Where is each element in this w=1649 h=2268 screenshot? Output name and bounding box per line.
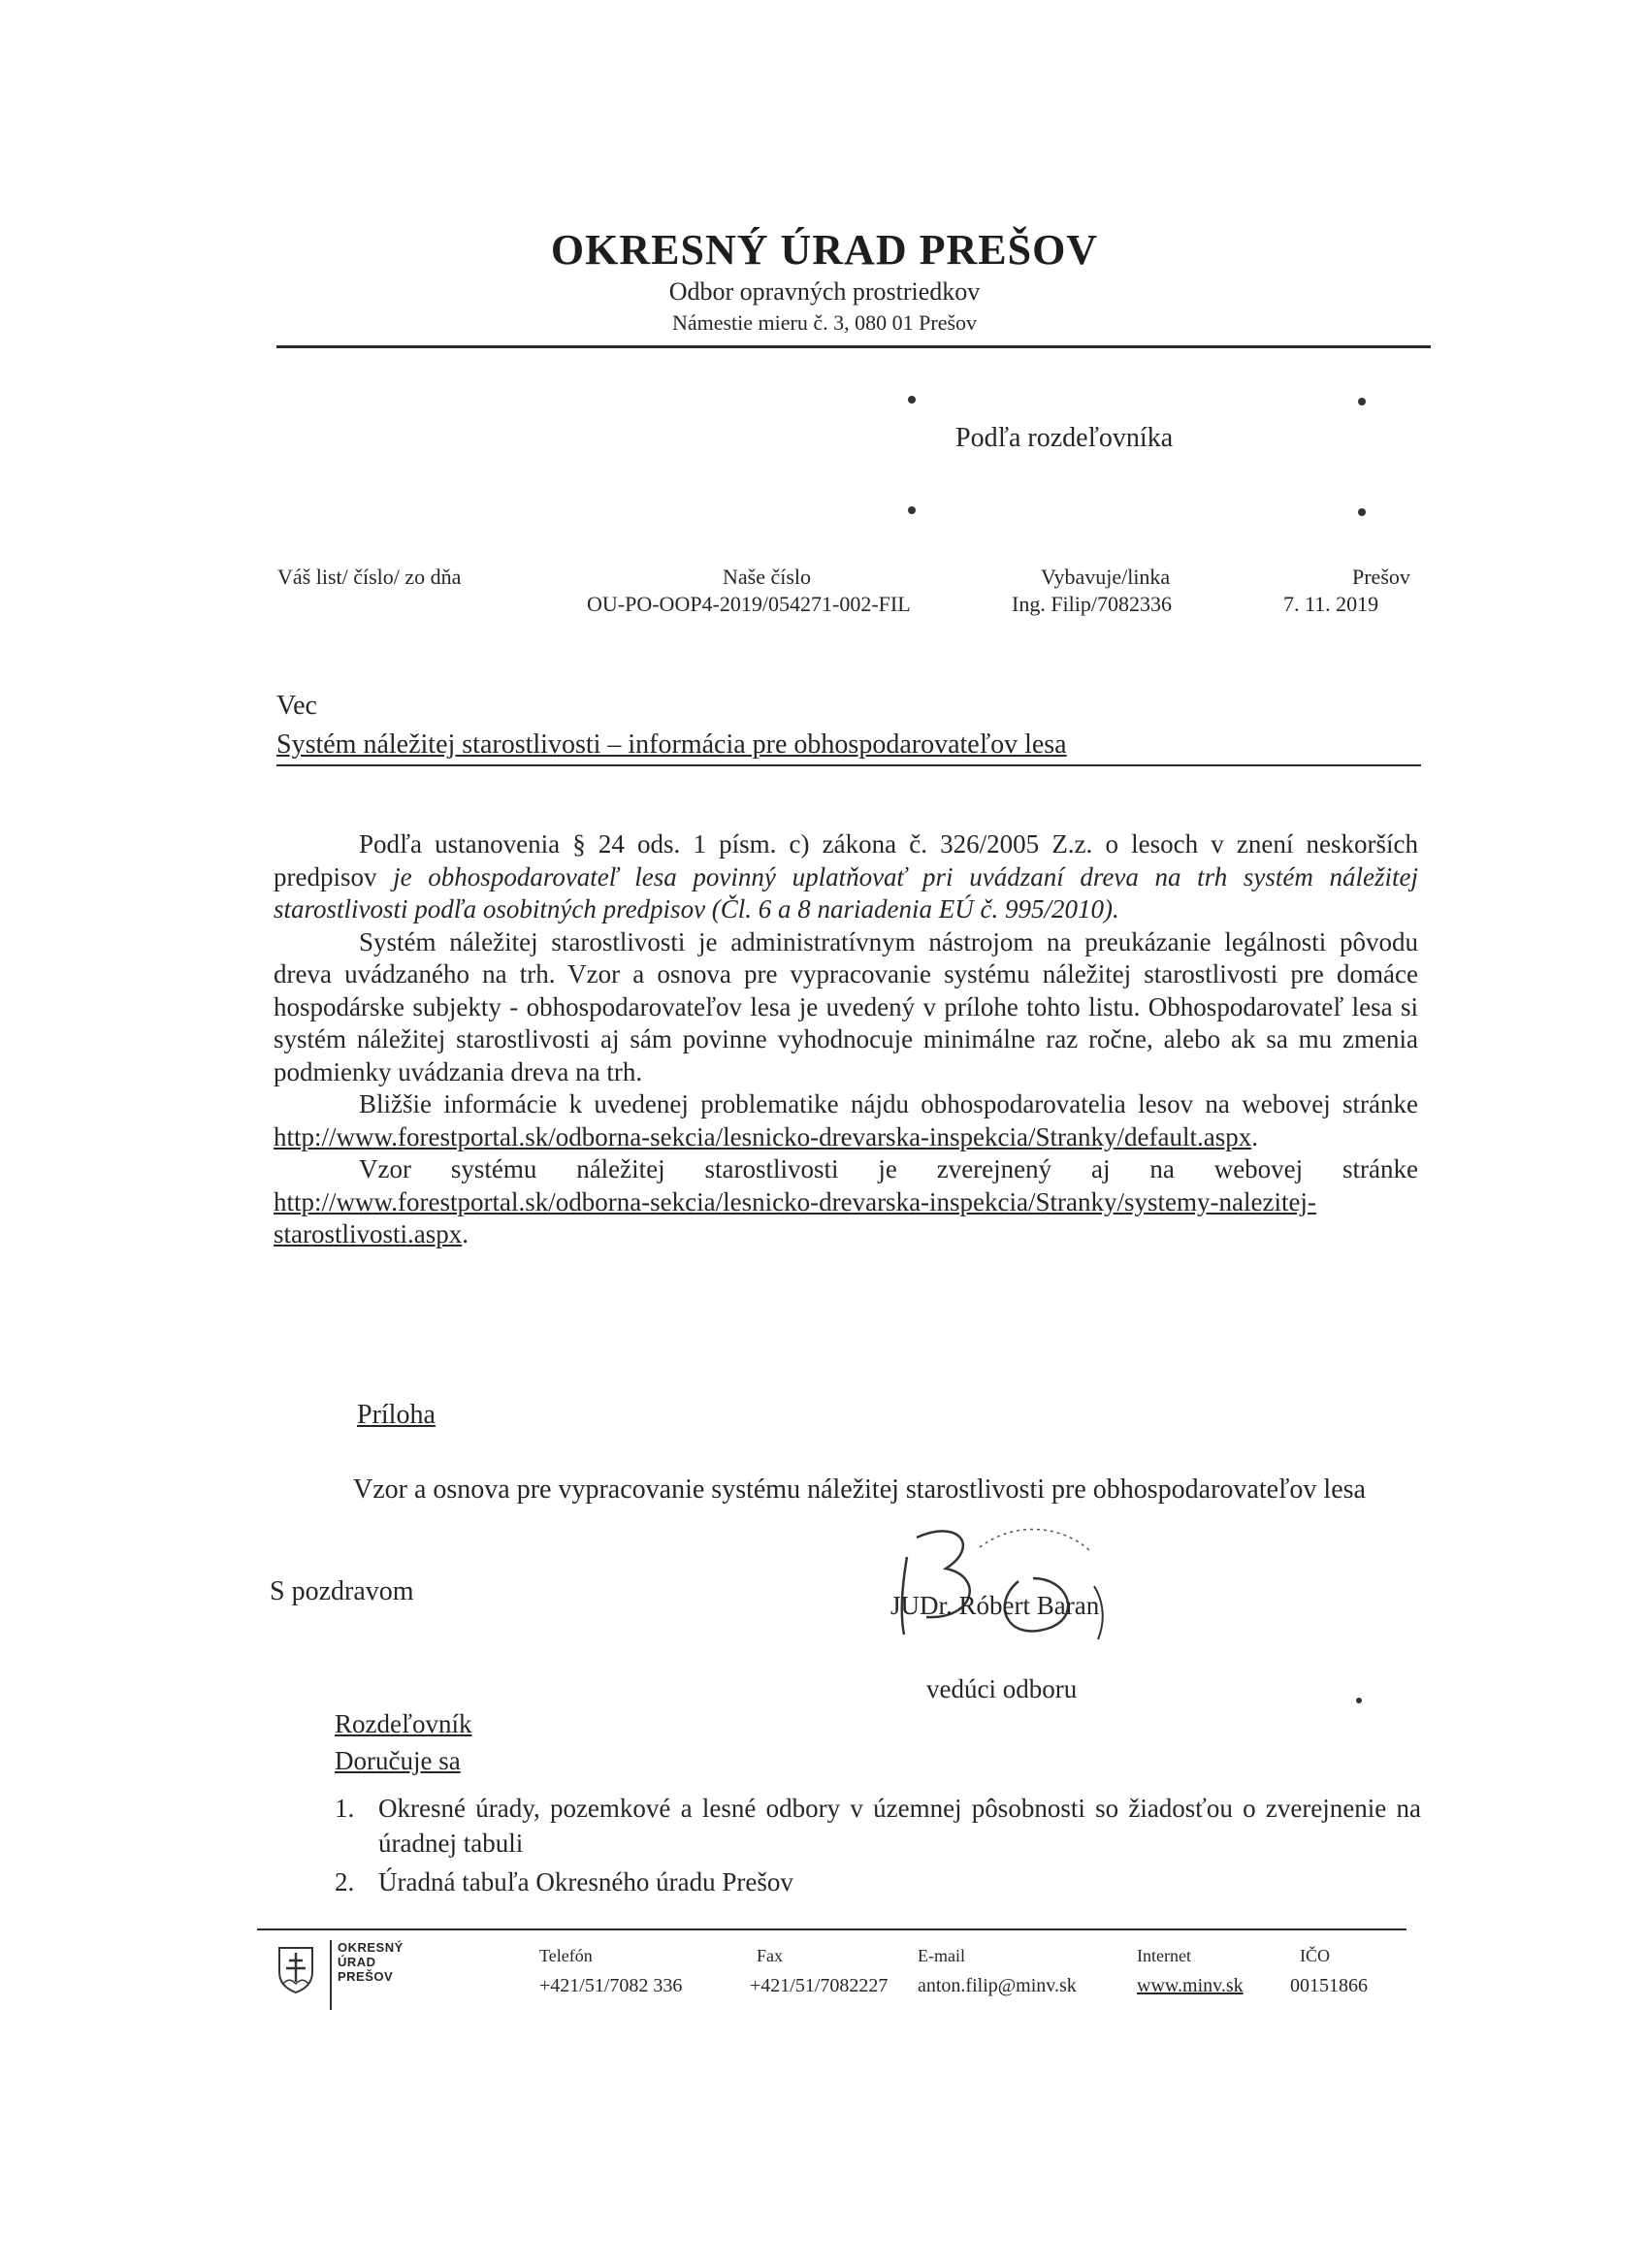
footer-logo-text — [338, 1940, 404, 1984]
recipient: Podľa rozdeľovníka — [955, 423, 1174, 453]
paragraph-lead: Bližšie informácie k uvedenej problematike nájdu obhospodarovatelia lesov na webovej stránke — [359, 1089, 1418, 1118]
your-letter-label: Váš list/ číslo/ zo dňa — [277, 565, 462, 589]
signer-role: vedúci odboru — [926, 1674, 1078, 1703]
greeting: S pozdravom — [270, 1576, 414, 1606]
office-address: Námestie mieru č. 3, 080 01 Prešov — [671, 310, 978, 335]
logo-line: PREŠOV — [338, 1969, 394, 1984]
internet-label: Internet — [1137, 1946, 1191, 1965]
office-title: OKRESNÝ ÚRAD PREŠOV — [550, 226, 1099, 274]
paragraph-end: . — [1251, 1121, 1258, 1151]
ico: 00151866 — [1290, 1975, 1368, 1996]
letter-body — [274, 828, 1418, 1251]
window-mark-dot — [1358, 508, 1366, 516]
footer-divider — [330, 1940, 332, 2010]
email-label: E-mail — [918, 1946, 965, 1965]
date: 7. 11. 2019 — [1283, 592, 1379, 616]
paragraph-info — [274, 1088, 1418, 1153]
list-number: 2. — [335, 1867, 355, 1896]
list-item — [335, 1864, 1421, 1899]
phone-label: Telefón — [539, 1946, 593, 1965]
fax: +421/51/7082227 — [750, 1975, 889, 1996]
phone: +421/51/7082 336 — [539, 1975, 683, 1996]
window-mark-dot — [1358, 398, 1366, 405]
coat-of-arms-icon — [276, 1945, 315, 1993]
signature — [873, 1508, 1164, 1644]
list-text: Okresné úrady, pozemkové a lesné odbory v územnej pôsobnosti so žiadosťou o zverejnenie na úradnej tabuli — [378, 1794, 1421, 1858]
template-link[interactable]: http://www.forestportal.sk/odborna-sekcia/lesnicko-drevarska-inspekcia/Stranky/systemy-nalezitej-starostlivosti.aspx — [274, 1186, 1316, 1248]
subject-label: Vec — [276, 691, 317, 721]
forestportal-link[interactable]: http://www.forestportal.sk/odborna-sekcia/lesnicko-drevarska-inspekcia/Stranky/default.aspx — [274, 1121, 1252, 1151]
signer-name: JUDr. Róbert Baran — [890, 1591, 1100, 1620]
subject-rule — [276, 764, 1421, 766]
window-mark-dot — [908, 396, 916, 404]
paragraph-italic: je obhospodarovateľ lesa povinný uplatňovať pri uvádzaní dreva na trh systém náležitej starostlivosti podľa osobitných predpisov (Čl. 6 a 8 nariadenia EÚ č. 995/2010). — [274, 861, 1418, 923]
header-rule — [276, 345, 1431, 348]
paragraph-lead: Podľa ustanovenia § 24 ods. 1 písm. c) zákona č. 326/2005 Z.z. o lesoch v znení neskorších predpisov — [274, 829, 1418, 891]
attachment-label: Príloha — [357, 1400, 436, 1430]
handled-by-label: Vybavuje/linka — [1041, 565, 1171, 589]
place: Prešov — [1352, 565, 1410, 589]
fax-label: Fax — [757, 1946, 783, 1965]
logo-line: OKRESNÝ — [338, 1940, 404, 1955]
mark-dot — [1356, 1698, 1362, 1703]
subject-text: Systém náležitej starostlivosti – informácia pre obhospodarovateľov lesa — [276, 729, 1067, 760]
office-department: Odbor opravných prostriedkov — [668, 277, 981, 306]
list-number: 1. — [335, 1794, 355, 1823]
window-mark-dot — [908, 506, 916, 514]
paragraph-system: Systém náležitej starostlivosti je administratívnym nástrojom na preukázanie legálnosti pôvodu dreva uvádzaného na trh. Vzor a osnova pre vypracovanie systému náležitej starostlivosti pre domáce hospodárske subjekty - obhospodarovateľov lesa je uvedený v prílohe tohto listu. Obhospodarovateľ lesa si systém náležitej starostlivosti aj sám povinne vyhodnocuje minimálne raz ročne, alebo ak sa mu zmenia podmienky uvádzania dreva na trh. — [274, 926, 1418, 1086]
email[interactable]: anton.filip@minv.sk — [918, 1975, 1077, 1996]
our-number: OU-PO-OOP4-2019/054271-002-FIL — [587, 592, 911, 616]
list-item — [335, 1791, 1421, 1861]
distribution-label: Rozdeľovník — [335, 1709, 472, 1738]
internet[interactable]: www.minv.sk — [1137, 1975, 1244, 1996]
footer-rule — [257, 1928, 1406, 1930]
ico-label: IČO — [1300, 1946, 1330, 1965]
logo-line: ÚRAD — [338, 1955, 376, 1969]
paragraph-legal-basis — [274, 828, 1418, 926]
attachment-text: Vzor a osnova pre vypracovanie systému náležitej starostlivosti pre obhospodarovateľov lesa — [353, 1474, 1366, 1505]
paragraph-end: . — [462, 1219, 469, 1248]
paragraph-lead: Vzor systému náležitej starostlivosti je zverejnený aj na webovej stránke — [359, 1154, 1418, 1183]
list-text: Úradná tabuľa Okresného úradu Prešov — [378, 1867, 793, 1896]
handled-by: Ing. Filip/7082336 — [1012, 592, 1173, 616]
delivered-label: Doručuje sa — [335, 1746, 461, 1775]
paragraph-template — [274, 1153, 1418, 1251]
our-number-label: Naše číslo — [723, 565, 812, 589]
